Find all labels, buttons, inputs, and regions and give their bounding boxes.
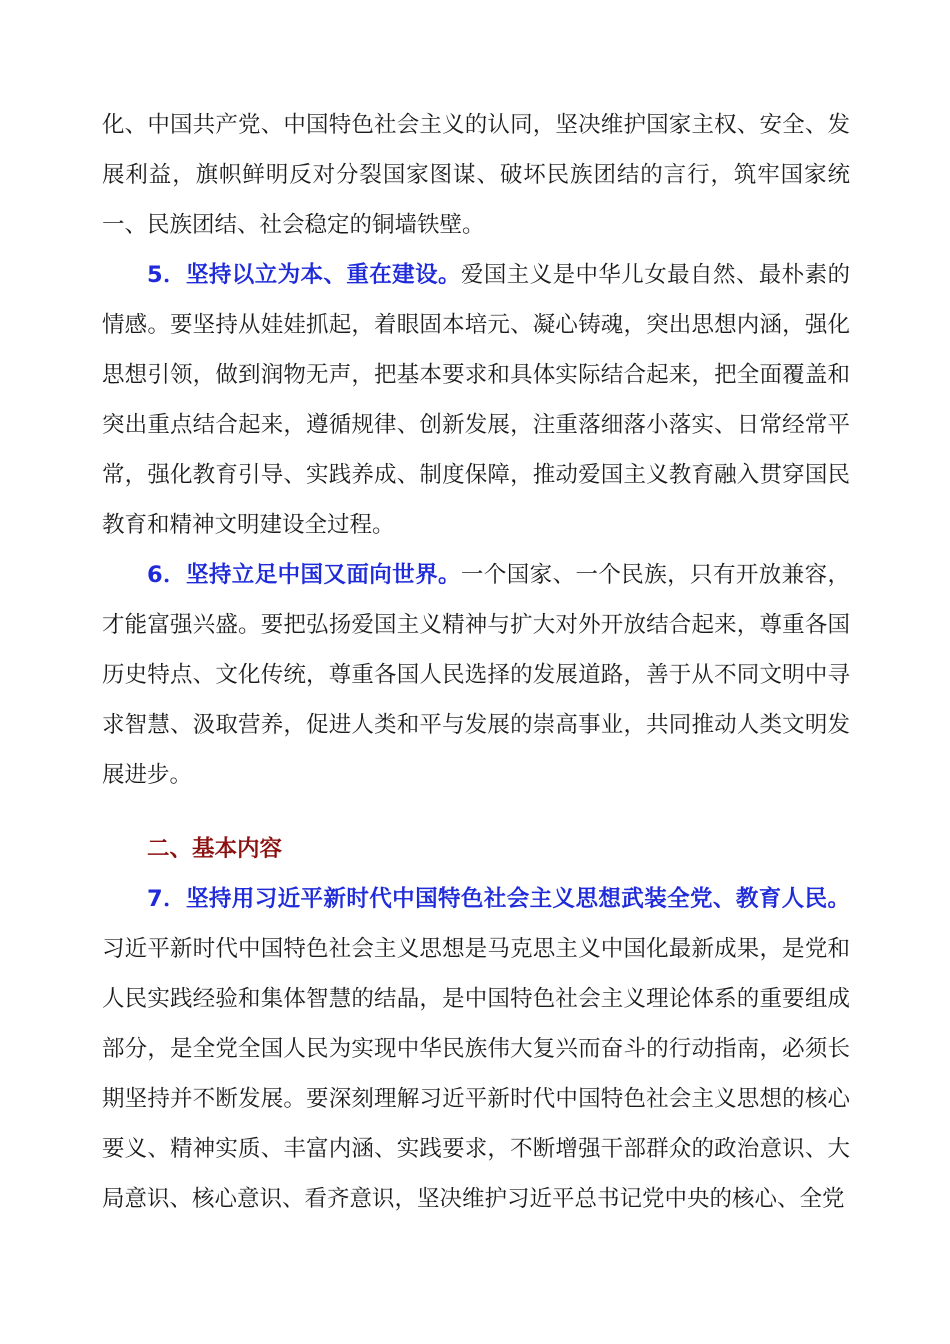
paragraph-continued: 化、中国共产党、中国特色社会主义的认同，坚决维护国家主权、安全、发展利益，旗帜鲜明反对分裂国家图谋、破坏民族团结的言行，筑牢国家统一、民族团结、社会稳定的铜墙铁壁。 — [102, 112, 850, 238]
paragraph-6-body: 一个国家、一个民族，只有开放兼容，才能富强兴盛。要把弘扬爱国主义精神与扩大对外开放结合起来，尊重各国历史特点、文化传统，尊重各国人民选择的发展道路，善于从不同文明中寻求智慧、汲取营养，促进人类和平与发展的崇高事业，共同推动人类文明发展进步。 — [102, 562, 850, 788]
paragraph-7-body: 习近平新时代中国特色社会主义思想是马克思主义中国化最新成果，是党和人民实践经验和集体智慧的结晶，是中国特色社会主义理论体系的重要组成部分，是全党全国人民为实现中华民族伟大复兴而奋斗的行动指南，必须长期坚持并不断发展。要深刻理解习近平新时代中国特色社会主义思想的核心要义、精神实质、丰富内涵、实践要求，不断增强干部群众的政治意识、大局意识、核心意识、看齐意识，坚决维护习近平总书记党中央的核心、全党 — [102, 936, 850, 1212]
section-heading: 二、基本内容 — [147, 836, 283, 862]
paragraph-5-heading: 5．坚持以立为本、重在建设。 — [147, 262, 461, 288]
paragraph-5 — [102, 250, 850, 550]
paragraph-7 — [102, 874, 850, 1224]
paragraph-7-heading: 7．坚持用习近平新时代中国特色社会主义思想武装全党、教育人民。 — [147, 886, 850, 912]
paragraph-5-body: 爱国主义是中华儿女最自然、最朴素的情感。要坚持从娃娃抓起，着眼固本培元、凝心铸魂，突出思想内涵，强化思想引领，做到润物无声，把基本要求和具体实际结合起来，把全面覆盖和突出重点结合起来，遵循规律、创新发展，注重落细落小落实、日常经常平常，强化教育引导、实践养成、制度保障，推动爱国主义教育融入贯穿国民教育和精神文明建设全过程。 — [102, 262, 850, 538]
paragraph-6 — [102, 550, 850, 800]
paragraph-6-heading: 6．坚持立足中国又面向世界。 — [147, 562, 461, 588]
document-page — [102, 100, 850, 1224]
